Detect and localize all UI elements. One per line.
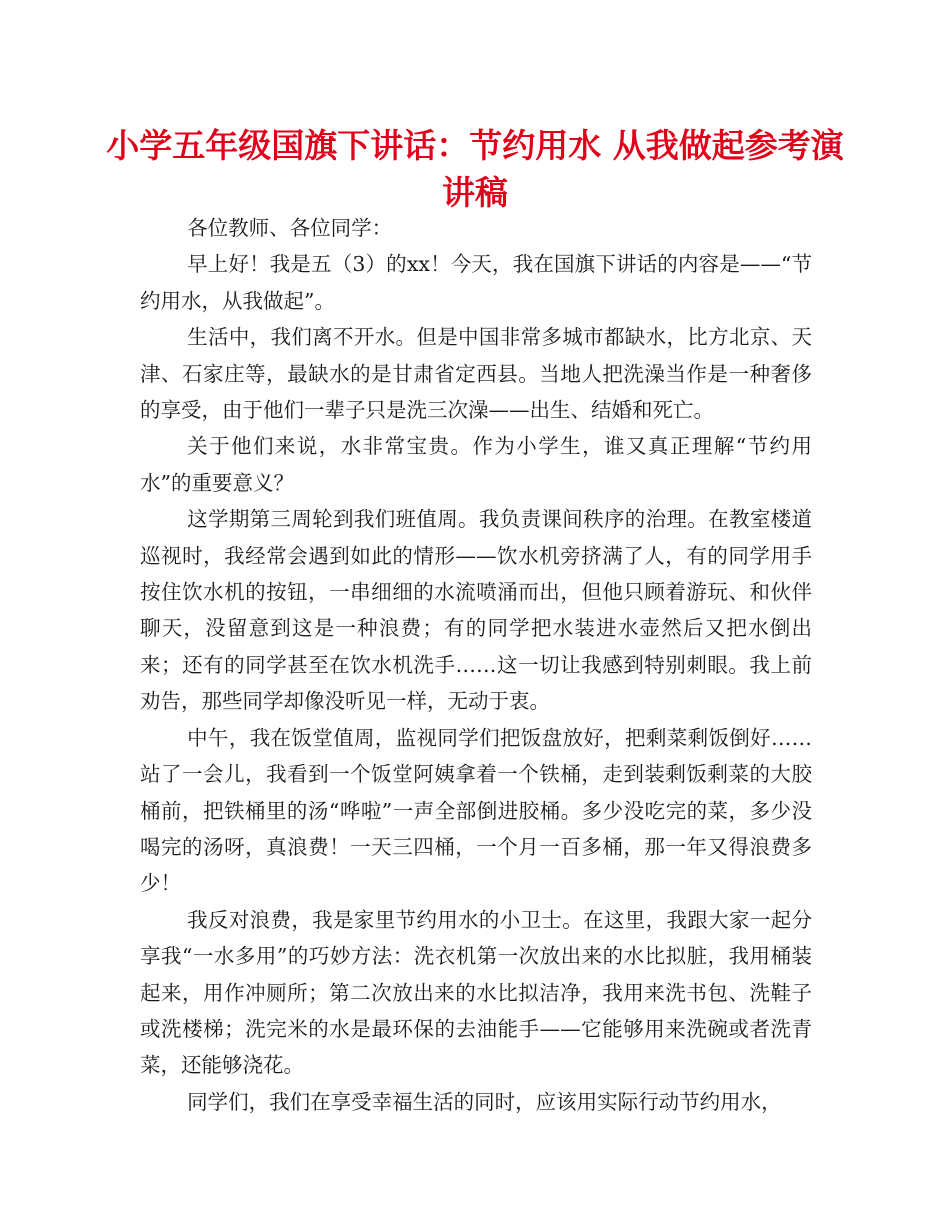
- paragraph: 生活中，我们离不开水。但是中国非常多城市都缺水，比方北京、天津、石家庄等，最缺水的是甘肃省定西县。当地人把洗澡当作是一种奢侈的享受，由于他们一辈子只是洗三次澡——出生、结婚和死亡。: [140, 325, 812, 423]
- paragraph: 我反对浪费，我是家里节约用水的小卫士。在这里，我跟大家一起分享我“一水多用”的巧妙方法：洗衣机第一次放出来的水比拟脏，我用桶装起来，用作冲厕所；第二次放出来的水比拟洁净，我用来洗书包、洗鞋子或洗楼梯；洗完米的水是最环保的去油能手——它能够用来洗碗或者洗青菜，还能够浇花。: [140, 907, 812, 1078]
- paragraph-greeting: 早上好！我是五（3）的xx！今天，我在国旗下讲话的内容是——“节约用水，从我做起”。: [140, 252, 812, 313]
- paragraph: 这学期第三周轮到我们班值周。我负责课间秩序的治理。在教室楼道巡视时，我经常会遇到如此的情形——饮水机旁挤满了人，有的同学用手按住饮水机的按钮，一串细细的水流喷涌而出，但他只顾着游玩、和伙伴聊天，没留意到这是一种浪费；有的同学把水装进水壶然后又把水倒出来；还有的同学甚至在饮水机洗手……这一切让我感到特别刺眼。我上前劝告，那些同学却像没听见一样，无动于衷。: [140, 507, 812, 714]
- paragraph-salutation: 各位教师、各位同学：: [187, 216, 393, 240]
- document-title: 小学五年级国旗下讲话：节约用水 从我做起参考演讲稿: [106, 126, 844, 212]
- document-body: [140, 210, 812, 1120]
- paragraph: 关于他们来说，水非常宝贵。作为小学生，谁又真正理解“节约用水”的重要意义？: [140, 434, 812, 495]
- paragraph: 同学们，我们在享受幸福生活的同时，应该用实际行动节约用水，: [187, 1089, 782, 1114]
- paragraph: 中午，我在饭堂值周，监视同学们把饭盘放好，把剩菜剩饭倒好……站了一会儿，我看到一个饭堂阿姨拿着一个铁桶，走到装剩饭剩菜的大胶桶前，把铁桶里的汤“哗啦”一声全部倒进胶桶。多少没吃完的菜，多少没喝完的汤呀，真浪费！一天三四桶，一个月一百多桶，那一年又得浪费多少！: [140, 725, 812, 896]
